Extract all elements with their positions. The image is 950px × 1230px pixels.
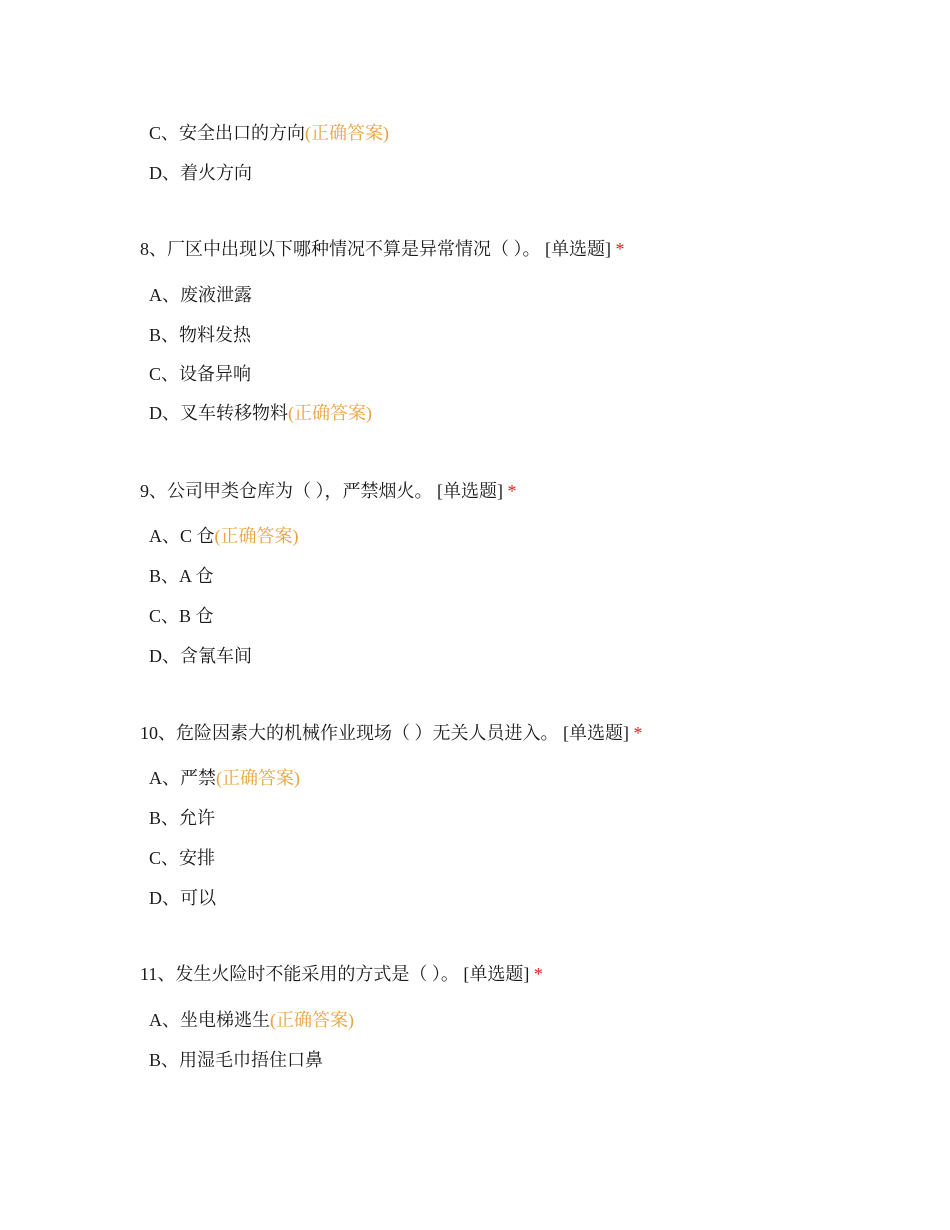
question-text: 8、厂区中出现以下哪种情况不算是异常情况（ ）。 [140,239,541,259]
q10-option-c [149,846,215,870]
q11-option-a [149,1008,354,1032]
q8-option-c [149,362,251,386]
option-label: D、着火方向 [149,163,252,183]
q9-title [140,479,517,503]
option-label: C、B 仓 [149,606,214,626]
option-label: C、安全出口的方向 [149,123,306,143]
option-label: C、安排 [149,848,216,868]
required-mark: * [507,481,517,501]
question-text: 11、发生火险时不能采用的方式是（ ）。 [140,964,459,984]
question-text: 9、公司甲类仓库为（ ），严禁烟火。 [140,481,433,501]
option-label: A、严禁 [149,768,216,788]
q11-title [140,962,543,986]
q7-option-d [149,161,252,185]
correct-answer-marker: (正确答案) [270,1010,354,1030]
q8-option-a [149,283,252,307]
question-text: 10、危险因素大的机械作业现场（ ）无关人员进入。 [140,723,559,743]
question-type: [单选题] [463,964,530,984]
correct-answer-marker: (正确答案) [288,403,372,423]
option-label: B、允许 [149,808,216,828]
q10-option-a [149,766,300,790]
option-label: A、废液泄露 [149,285,252,305]
option-label: A、C 仓 [149,526,215,546]
q11-option-b [149,1048,323,1072]
option-label: C、设备异响 [149,364,252,384]
q7-option-c [149,121,389,145]
required-mark: * [615,239,625,259]
required-mark: * [633,723,643,743]
option-label: D、可以 [149,888,216,908]
correct-answer-marker: (正确答案) [305,123,390,143]
correct-answer-marker: (正确答案) [216,768,300,788]
q9-option-b [149,564,214,588]
q9-option-a [149,524,299,548]
q9-option-d [149,644,252,668]
question-type: [单选题] [437,481,503,501]
option-label: D、叉车转移物料 [149,403,288,423]
q8-option-b [149,323,251,347]
q8-title [140,237,625,261]
question-type: [单选题] [545,239,611,259]
option-label: D、含氰车间 [149,646,252,666]
question-type: [单选题] [563,723,629,743]
q10-option-d [149,886,216,910]
q9-option-c [149,604,214,628]
option-label: B、A 仓 [149,566,214,586]
option-label: B、物料发热 [149,325,252,345]
option-label: B、用湿毛巾捂住口鼻 [149,1050,324,1070]
q10-option-b [149,806,215,830]
q8-option-d [149,401,372,425]
q10-title [140,721,643,745]
required-mark: * [533,964,543,984]
option-label: A、坐电梯逃生 [149,1010,270,1030]
correct-answer-marker: (正确答案) [214,526,299,546]
